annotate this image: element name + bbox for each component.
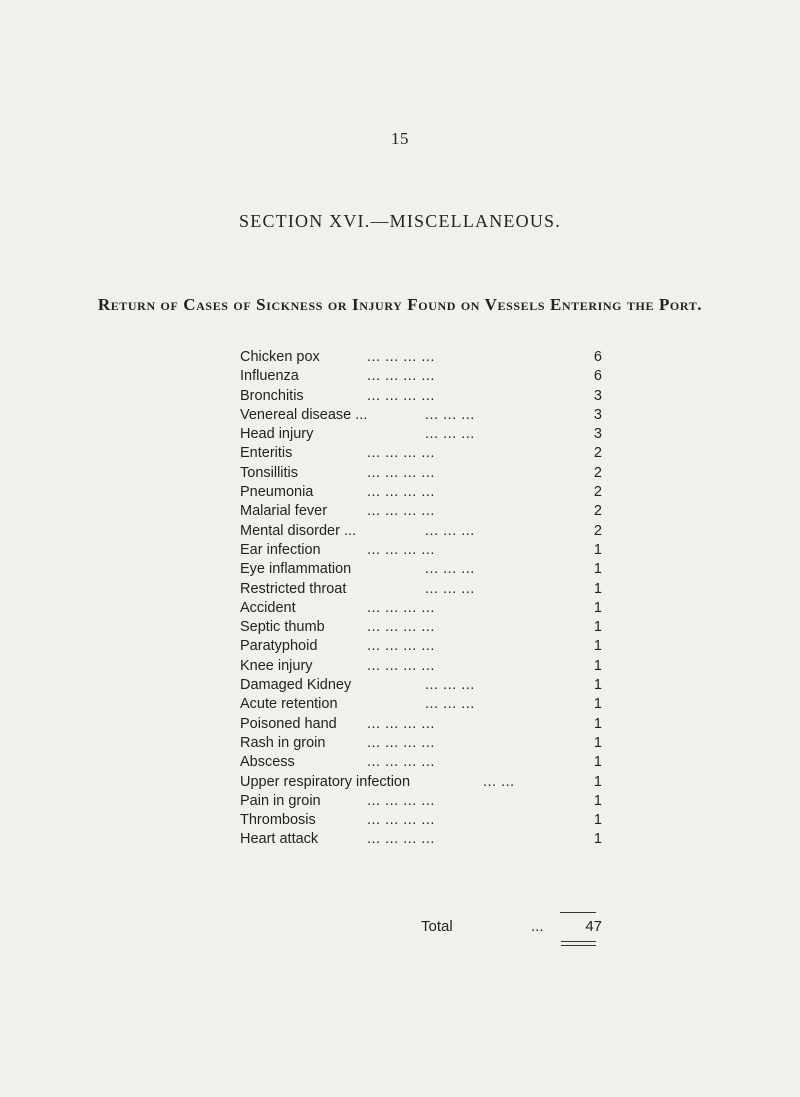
case-count: 1 — [593, 619, 602, 636]
condition-name: Rash in groin — [240, 734, 326, 751]
total-label: Total — [421, 918, 453, 935]
case-count: 1 — [593, 773, 602, 790]
condition-name: Head injury — [240, 426, 314, 443]
table-row — [240, 502, 602, 521]
case-count: 1 — [593, 812, 602, 829]
case-count: 1 — [593, 715, 602, 732]
case-count: 1 — [593, 580, 602, 597]
leader-dots: ... ... ... — [425, 561, 475, 578]
table-row — [240, 425, 602, 444]
case-count: 1 — [593, 754, 602, 771]
total-row — [240, 916, 602, 938]
leader-dots: ... ... — [483, 773, 515, 790]
leader-dots: ... ... ... ... — [367, 349, 435, 365]
leader-dots: ... ... ... ... — [367, 831, 435, 848]
table-row — [240, 676, 602, 695]
table-row — [240, 580, 602, 599]
table-row — [240, 367, 602, 386]
case-count: 3 — [593, 426, 602, 443]
cases-list — [240, 348, 602, 850]
total-double-rule — [561, 941, 596, 946]
case-count: 1 — [593, 792, 602, 809]
case-count: 1 — [593, 541, 602, 558]
condition-name: Upper respiratory infection — [240, 773, 411, 790]
condition-name: Paratyphoid — [240, 638, 318, 655]
section-title: SECTION XVI.—MISCELLANEOUS. — [239, 211, 561, 231]
table-row — [240, 406, 602, 425]
table-row — [240, 444, 602, 463]
condition-name: Thrombosis — [240, 812, 316, 829]
condition-name: Accident — [240, 599, 296, 616]
condition-name: Damaged Kidney — [240, 677, 352, 694]
leader-dots: ... ... ... ... — [367, 368, 435, 385]
leader-dots: ... ... ... ... — [367, 792, 435, 809]
table-title: Return of Cases of Sickness or Injury Found on Vessels Entering the Port. — [97, 295, 703, 314]
leader-dots: ... ... ... ... — [367, 754, 435, 771]
leader-dots: ... ... ... ... — [367, 812, 435, 829]
condition-name: Pain in groin — [240, 792, 321, 809]
leader-dots: ... ... ... ... — [367, 503, 435, 520]
case-count: 2 — [593, 522, 602, 539]
table-row — [240, 637, 602, 656]
leader-dots: ... ... ... ... — [367, 619, 435, 636]
case-count: 2 — [593, 464, 602, 481]
leader-dots: ... ... ... ... — [367, 464, 435, 481]
case-count: 1 — [593, 657, 602, 674]
leader-dots: ... ... ... ... — [367, 734, 435, 751]
case-count: 1 — [593, 734, 602, 751]
table-row — [240, 618, 602, 637]
leader-dots: ... ... ... — [425, 580, 475, 597]
total-value: 47 — [585, 918, 602, 935]
case-count: 1 — [593, 696, 602, 713]
condition-name: Chicken pox — [240, 349, 320, 365]
table-row — [240, 387, 602, 406]
leader-dots: ... ... ... ... — [367, 657, 435, 674]
leader-dots: ... ... ... ... — [367, 484, 435, 501]
case-count: 6 — [593, 368, 602, 385]
case-count: 1 — [593, 561, 602, 578]
leader-dots: ... ... ... ... — [367, 541, 435, 558]
condition-name: Abscess — [240, 754, 295, 771]
table-row — [240, 541, 602, 560]
table-row — [240, 348, 602, 367]
condition-name: Influenza — [240, 368, 299, 385]
case-count: 2 — [593, 484, 602, 501]
leader-dots: ... ... ... ... — [367, 638, 435, 655]
leader-dots: ... ... ... ... — [367, 445, 435, 462]
condition-name: Eye inflammation — [240, 561, 352, 578]
leader-dots: ... ... ... — [425, 522, 475, 539]
table-row — [240, 773, 602, 792]
condition-name: Bronchitis — [240, 387, 304, 404]
case-count: 1 — [593, 638, 602, 655]
condition-name: Malarial fever — [240, 503, 328, 520]
condition-name: Tonsillitis — [240, 464, 299, 481]
case-count: 3 — [593, 406, 602, 423]
condition-name: Enteritis — [240, 445, 293, 462]
case-count: 6 — [593, 349, 602, 365]
case-count: 3 — [593, 387, 602, 404]
condition-name: Acute retention — [240, 696, 338, 713]
table-row — [240, 811, 602, 830]
table-row — [240, 560, 602, 579]
table-row — [240, 753, 602, 772]
condition-name: Mental disorder ... — [240, 522, 357, 539]
condition-name: Venereal disease ... — [240, 406, 368, 423]
case-count: 2 — [593, 445, 602, 462]
leader-dots: ... ... ... — [425, 426, 475, 443]
condition-name: Restricted throat — [240, 580, 347, 597]
leader-dots: ... ... ... — [425, 696, 475, 713]
condition-name: Heart attack — [240, 831, 319, 848]
case-count: 1 — [593, 831, 602, 848]
table-row — [240, 734, 602, 753]
leader-dots: ... ... ... ... — [367, 599, 435, 616]
total-leader-dots: ... — [531, 918, 544, 935]
condition-name: Knee injury — [240, 657, 313, 674]
sum-rule — [560, 912, 596, 913]
table-row — [240, 657, 602, 676]
case-count: 2 — [593, 503, 602, 520]
table-row — [240, 792, 602, 811]
leader-dots: ... ... ... — [425, 406, 475, 423]
table-row — [240, 483, 602, 502]
table-row — [240, 599, 602, 618]
leader-dots: ... ... ... ... — [367, 715, 435, 732]
condition-name: Ear infection — [240, 541, 321, 558]
table-row — [240, 522, 602, 541]
table-row — [240, 464, 602, 483]
leader-dots: ... ... ... ... — [367, 387, 435, 404]
leader-dots: ... ... ... — [425, 677, 475, 694]
condition-name: Septic thumb — [240, 619, 325, 636]
condition-name: Pneumonia — [240, 484, 314, 501]
table-row — [240, 695, 602, 714]
table-row — [240, 830, 602, 849]
condition-name: Poisoned hand — [240, 715, 337, 732]
page-number: 15 — [391, 129, 409, 148]
case-count: 1 — [593, 677, 602, 694]
case-count: 1 — [593, 599, 602, 616]
table-row — [240, 715, 602, 734]
